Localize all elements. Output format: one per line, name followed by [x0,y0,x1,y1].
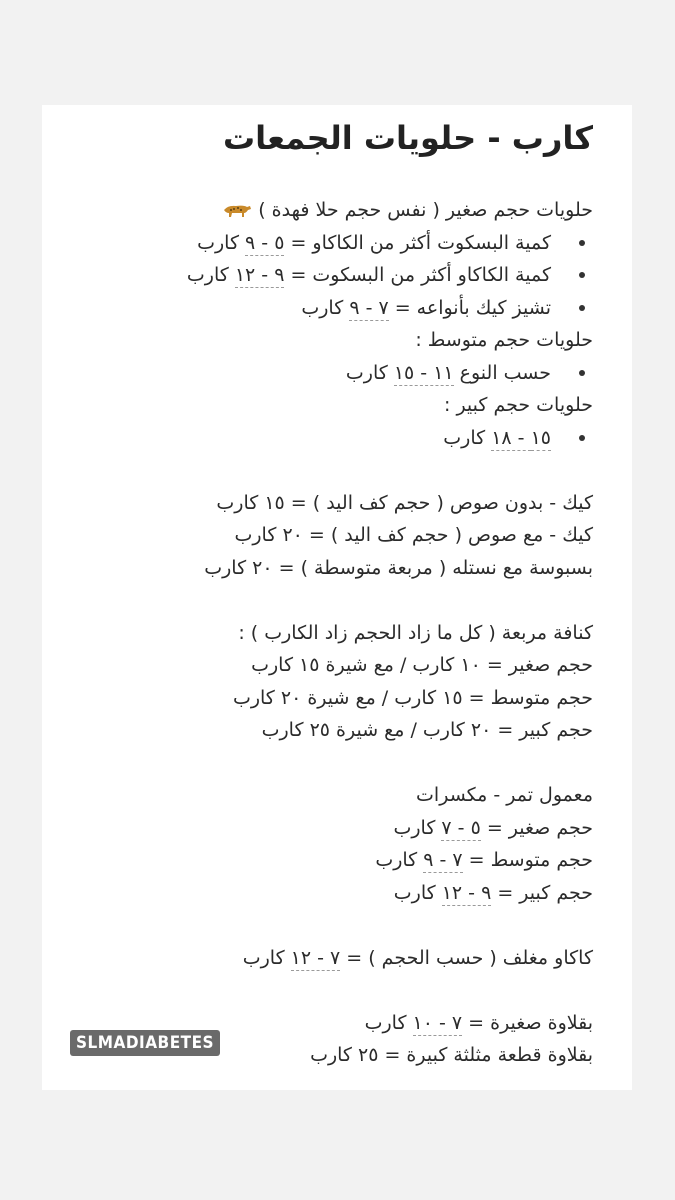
maamoul-line: حجم صغير = ٥ - ٧ كارب [393,816,593,839]
cake-line: كيك - مع صوص ( حجم كف اليد ) = ٢٠ كارب [234,524,593,546]
baklava-line: بقلاوة صغيرة = ٧ - ١٠ كارب [364,1011,593,1034]
watermark-tag: SLMADIABETES [70,1030,220,1056]
leopard-icon [222,203,252,219]
maamoul-header: معمول تمر - مكسرات [416,784,593,806]
cake-line: كيك - بدون صوص ( حجم كف اليد ) = ١٥ كارب [216,491,593,514]
kunafa-header: كنافة مربعة ( كل ما زاد الحجم زاد الكارب ) : [238,621,593,644]
list-item: كمية البسكوت أكثر من الكاكاو = ٥ - ٩ كارب [123,227,593,260]
kunafa-line: حجم صغير = ١٠ كارب / مع شيرة ١٥ كارب [251,654,593,676]
maamoul-line: حجم متوسط = ٧ - ٩ كارب [375,849,593,871]
document-content [123,112,593,1072]
cake-line: بسبوسة مع نستله ( مربعة متوسطة ) = ٢٠ كارب [204,556,593,579]
page-title: كارب - حلويات الجمعات [222,119,593,157]
list-item: تشيز كيك بأنواعه = ٧ - ٩ كارب [123,292,593,325]
maamoul-line: حجم كبير = ٩ - ١٢ كارب [393,881,593,904]
medium-sweets-header: حلويات حجم متوسط : [415,329,593,351]
cocoa-line: كاكاو مغلف ( حسب الحجم ) = ٧ - ١٢ كارب [242,946,593,969]
kunafa-line: حجم كبير = ٢٠ كارب / مع شيرة ٢٥ كارب [261,719,593,741]
large-sweets-header: حلويات حجم كبير : [444,394,593,416]
list-item: كمية الكاكاو أكثر من البسكوت = ٩ - ١٢ كارب [123,259,593,292]
list-item: حسب النوع ١١ - ١٥ كارب [123,357,593,390]
list-item: ١٥ - ١٨ كارب [123,422,593,455]
kunafa-line: حجم متوسط = ١٥ كارب / مع شيرة ٢٠ كارب [232,686,593,709]
baklava-line: بقلاوة قطعة مثلثة كبيرة = ٢٥ كارب [310,1044,593,1066]
small-sweets-header: حلويات حجم صغير ( نفس حجم حلا فهدة ) [123,194,593,227]
